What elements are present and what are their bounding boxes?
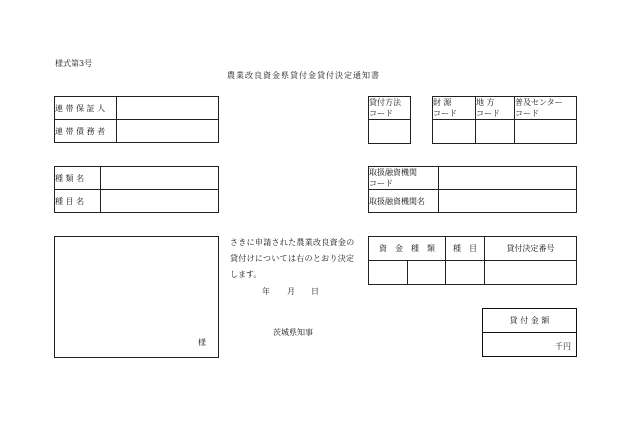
notice-line-1: さきに申請された農業改良資金の [230, 238, 355, 247]
extension-center-code-label: 普及センター コード [515, 97, 577, 120]
guarantor-field[interactable] [117, 97, 219, 120]
form-number: 様式第3号 [55, 59, 93, 68]
issuer-governor: 茨城県知事 [273, 328, 313, 337]
institution-name-label: 取扱融資機関名 [369, 190, 439, 213]
type-name-label: 種 類 名 [55, 167, 101, 190]
fund-type-field-2[interactable] [408, 261, 446, 285]
decision-number-field[interactable] [485, 261, 577, 285]
joint-debtor-field[interactable] [117, 120, 219, 143]
item-name-label: 種 目 名 [55, 190, 101, 213]
region-code-label: 地 方 コード [476, 97, 515, 120]
guarantor-table [54, 96, 219, 143]
amount-unit-label: 千円 [555, 342, 571, 351]
notice-line-2: 貸付けについては右のとおり決定 [230, 254, 355, 263]
fund-source-code-field[interactable] [433, 120, 476, 144]
institution-table [368, 166, 577, 213]
date-day-label: 日 [311, 287, 319, 296]
extension-center-code-field[interactable] [515, 120, 577, 144]
fund-type-field-1[interactable] [369, 261, 408, 285]
loan-amount-label: 貸 付 金 額 [509, 316, 550, 325]
loan-method-code-field[interactable] [369, 120, 411, 144]
notice-line-3: します。 [230, 270, 262, 279]
decision-number-header: 貸付決定番号 [485, 237, 577, 261]
institution-name-field[interactable] [439, 190, 577, 213]
institution-code-label: 取扱融資機関 コード [369, 167, 439, 190]
item-header: 種 目 [446, 237, 485, 261]
honorific-sama: 様 [198, 338, 206, 347]
guarantor-label: 連 帯 保 証 人 [55, 97, 117, 120]
codes-table [432, 96, 577, 144]
region-code-field[interactable] [476, 120, 515, 144]
decision-table [368, 236, 577, 285]
type-name-field[interactable] [101, 167, 219, 190]
loan-method-table [368, 96, 411, 144]
item-field[interactable] [446, 261, 485, 285]
fund-type-header: 資 金 種 類 [369, 237, 446, 261]
fund-source-code-label: 財 源 コード [433, 97, 476, 120]
category-table [54, 166, 219, 213]
loan-amount-box [482, 308, 577, 357]
loan-method-code-label: 貸付方法 コード [369, 97, 411, 120]
date-year-label: 年 [262, 287, 270, 296]
joint-debtor-label: 連 帯 債 務 者 [55, 120, 117, 143]
item-name-field[interactable] [101, 190, 219, 213]
addressee-box[interactable] [54, 236, 219, 358]
document-title: 農業改良資金県貸付金貸付決定通知書 [227, 71, 380, 80]
institution-code-field[interactable] [439, 167, 577, 190]
date-month-label: 月 [287, 287, 295, 296]
